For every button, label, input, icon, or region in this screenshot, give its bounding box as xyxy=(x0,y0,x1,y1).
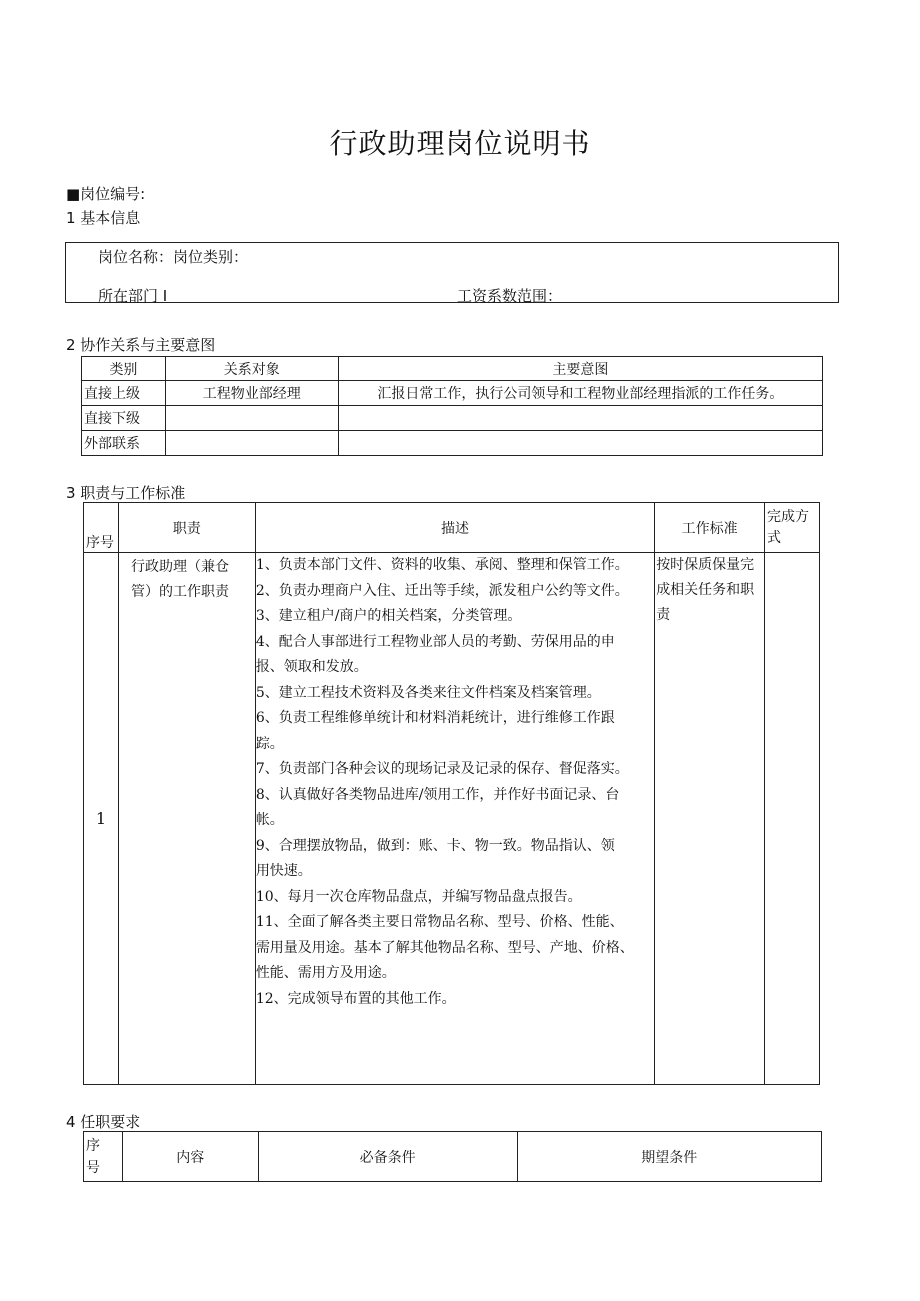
col-header-required: 必备条件 xyxy=(258,1132,517,1182)
row-object xyxy=(165,431,338,456)
row-object: 工程物业部经理 xyxy=(165,381,338,406)
col-header-no-text: 序号 xyxy=(86,1137,100,1176)
desc-line: 3、建立租户/商户的相关档案，分类管理。 xyxy=(255,608,522,624)
col-header-content: 内容 xyxy=(122,1132,258,1182)
col-header-no: 序号 xyxy=(84,503,119,553)
table-row xyxy=(84,553,820,1085)
col-header-object: 关系对象 xyxy=(165,357,338,381)
row-category: 直接下级 xyxy=(82,406,166,431)
col-header-duty: 职责 xyxy=(118,503,255,553)
desc-line: 12、完成领导布置的其他工作。 xyxy=(255,990,456,1007)
position-number-label: ■岗位编号: xyxy=(66,185,146,203)
table-row xyxy=(82,431,823,456)
salary-range-field: 工资系数范围： xyxy=(457,287,563,305)
table-header-row xyxy=(84,1132,822,1182)
row-duty: 行政助理（兼仓管）的工作职责 xyxy=(118,553,255,1085)
table-row xyxy=(82,381,823,406)
col-header-method: 完成方式 xyxy=(765,503,820,553)
section4-heading: 4 任职要求 xyxy=(66,1113,141,1131)
col-header-desc: 描述 xyxy=(255,503,654,553)
desc-line: 性能、需用方及用途。 xyxy=(255,965,396,981)
desc-line: 10、每月一次仓库物品盘点，并编写物品盘点报告。 xyxy=(255,888,582,905)
desc-list xyxy=(256,553,654,1012)
col-header-standard: 工作标准 xyxy=(655,503,765,553)
row-intent xyxy=(338,406,822,431)
desc-line: 5、建立工程技术资料及各类来往文件档案及档案管理。 xyxy=(255,684,601,701)
desc-line: 9、合理摆放物品，做到：账、卡、物一致。物品指认、领 xyxy=(255,837,615,854)
row-method xyxy=(765,553,820,1085)
row-desc xyxy=(255,553,654,1085)
row-category: 直接上级 xyxy=(82,381,166,406)
section1-heading: 1 基本信息 xyxy=(66,209,141,227)
row-intent: 汇报日常工作，执行公司领导和工程物业部经理指派的工作任务。 xyxy=(338,381,822,406)
desc-line: 1、负责本部门文件、资料的收集、承阅、整理和保管工作。 xyxy=(255,557,629,573)
col-header-category: 类别 xyxy=(82,357,166,381)
section3-heading: 3 职责与工作标准 xyxy=(66,484,186,502)
requirements-table xyxy=(83,1131,822,1182)
desc-line: 8、认真做好各类物品进库/领用工作，并作好书面记录、台 xyxy=(255,786,620,803)
row-category: 外部联系 xyxy=(82,431,166,456)
table-header-row xyxy=(84,503,820,553)
desc-line: 6、负责工程维修单统计和材料消耗统计，进行维修工作跟 xyxy=(255,710,615,726)
collaboration-table xyxy=(81,356,823,456)
duties-table xyxy=(83,502,820,1085)
col-header-no xyxy=(84,1132,123,1182)
name-category-field: 岗位名称：岗位类别： xyxy=(98,248,249,266)
col-header-intent: 主要意图 xyxy=(338,357,822,381)
table-row xyxy=(82,406,823,431)
desc-line: 报、领取和发放。 xyxy=(255,659,368,675)
desc-line: 需用量及用途。基本了解其他物品名称、型号、产地、价格、 xyxy=(255,939,634,956)
desc-line: 11、全面了解各类主要日常物品名称、型号、价格、性能、 xyxy=(255,914,624,930)
section2-heading: 2 协作关系与主要意图 xyxy=(66,336,216,354)
row-object xyxy=(165,406,338,431)
department-field: 所在部门 I xyxy=(98,287,168,305)
desc-line: 2、负责办理商户入住、迁出等手续，派发租户公约等文件。 xyxy=(255,582,629,599)
desc-line: 4、配合人事部进行工程物业部人员的考勤、劳保用品的申 xyxy=(255,633,615,650)
desc-line: 用快速。 xyxy=(255,863,312,879)
row-no: 1 xyxy=(84,553,119,1085)
desc-line: 帐。 xyxy=(255,812,284,828)
desc-line: 7、负责部门各种会议的现场记录及记录的保存、督促落实。 xyxy=(255,761,629,777)
col-header-expected: 期望条件 xyxy=(517,1132,821,1182)
basic-info-box xyxy=(65,242,839,303)
desc-line: 踪。 xyxy=(255,735,284,752)
table-header-row xyxy=(82,357,823,381)
page-title: 行政助理岗位说明书 xyxy=(329,127,591,160)
row-intent xyxy=(338,431,822,456)
row-standard: 按时保质保量完成相关任务和职责 xyxy=(655,553,765,1085)
